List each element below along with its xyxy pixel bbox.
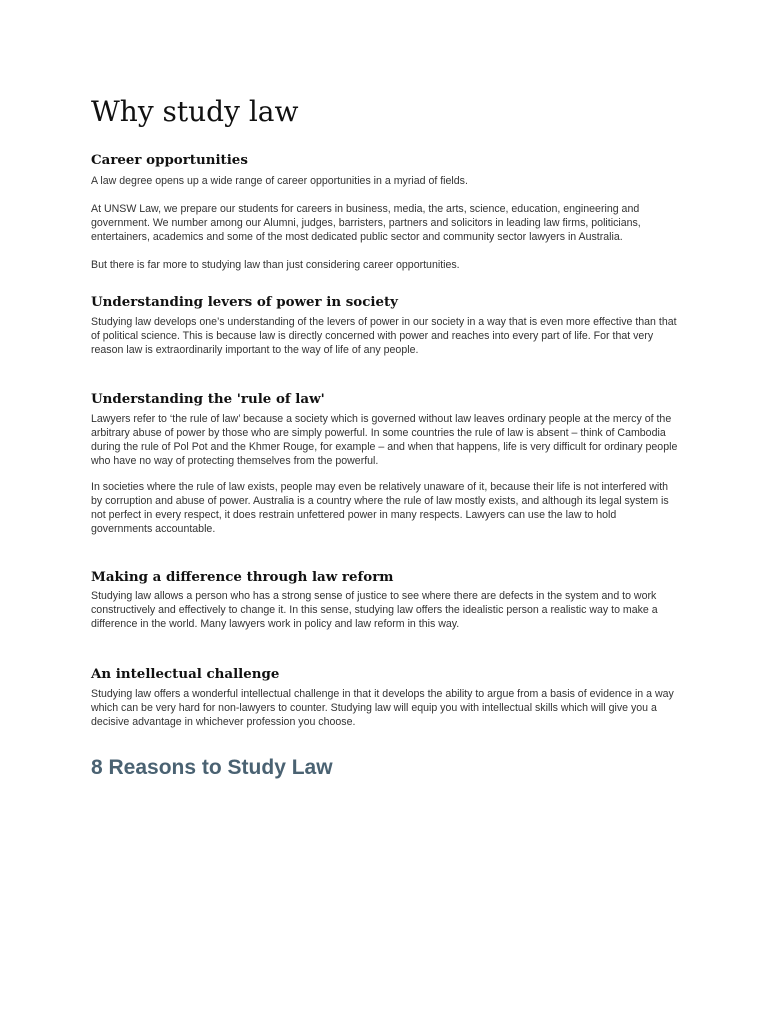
paragraph: Studying law offers a wonderful intellectual challenge in that it develops the ability to argue from a basis of evidence in a way which can be very hard for non-lawyers to counter. Studying law will equip you with intellectual skills which will give you a decisive advantage in whichever profession you choose. bbox=[91, 688, 674, 728]
reasons-heading: 8 Reasons to Study Law bbox=[91, 756, 333, 779]
section-heading-intellectual-challenge: An intellectual challenge bbox=[91, 666, 280, 682]
paragraph: A law degree opens up a wide range of career opportunities in a myriad of fields. bbox=[91, 175, 468, 187]
paragraph: At UNSW Law, we prepare our students for careers in business, media, the arts, science, education, engineering and government. We number among our Alumni, judges, barristers, partners and solicitors in leading law firms, politicians, entertainers, academics and some of the most dedicated public sector and community sector lawyers in Australia. bbox=[91, 203, 641, 243]
section-heading-levers-of-power: Understanding levers of power in society bbox=[91, 294, 398, 310]
paragraph: Lawyers refer to ‘the rule of law’ because a society which is governed without law leaves ordinary people at the mercy of the arbitrary abuse of power by those who are simply powerful. In some countries the rule of law is absent – think of Cambodia during the rule of Pol Pot and the Khmer Rouge, for example – and when that happens, life is very difficult for ordinary people who have no way of protecting themselves from the powerful. bbox=[91, 413, 678, 467]
paragraph: Studying law develops one’s understanding of the levers of power in our society in a way that is even more effective than that of political science. This is because law is directly concerned with power and reaches into every part of life. For that very reason law is extraordinarily important to the way of life of any people. bbox=[91, 316, 677, 356]
section-heading-rule-of-law: Understanding the 'rule of law' bbox=[91, 391, 325, 407]
paragraph: Studying law allows a person who has a strong sense of justice to see where there are defects in the system and to work constructively and effectively to change it. In this sense, studying law offers the idealistic person a realistic way to make a difference in the world. Many lawyers work in policy and law reform in this way. bbox=[91, 590, 658, 630]
page-title: Why study law bbox=[91, 95, 299, 128]
section-heading-career-opportunities: Career opportunities bbox=[91, 152, 248, 168]
paragraph: But there is far more to studying law than just considering career opportunities. bbox=[91, 259, 460, 271]
section-heading-law-reform: Making a difference through law reform bbox=[91, 569, 394, 585]
paragraph: In societies where the rule of law exists, people may even be relatively unaware of it, because their life is not interfered with by corruption and abuse of power. Australia is a country where the rule of law mostly exists, and although its legal system is not perfect in every respect, it does restrain unfettered power in many respects. Lawyers can use the law to hold governments accountable. bbox=[91, 481, 669, 535]
